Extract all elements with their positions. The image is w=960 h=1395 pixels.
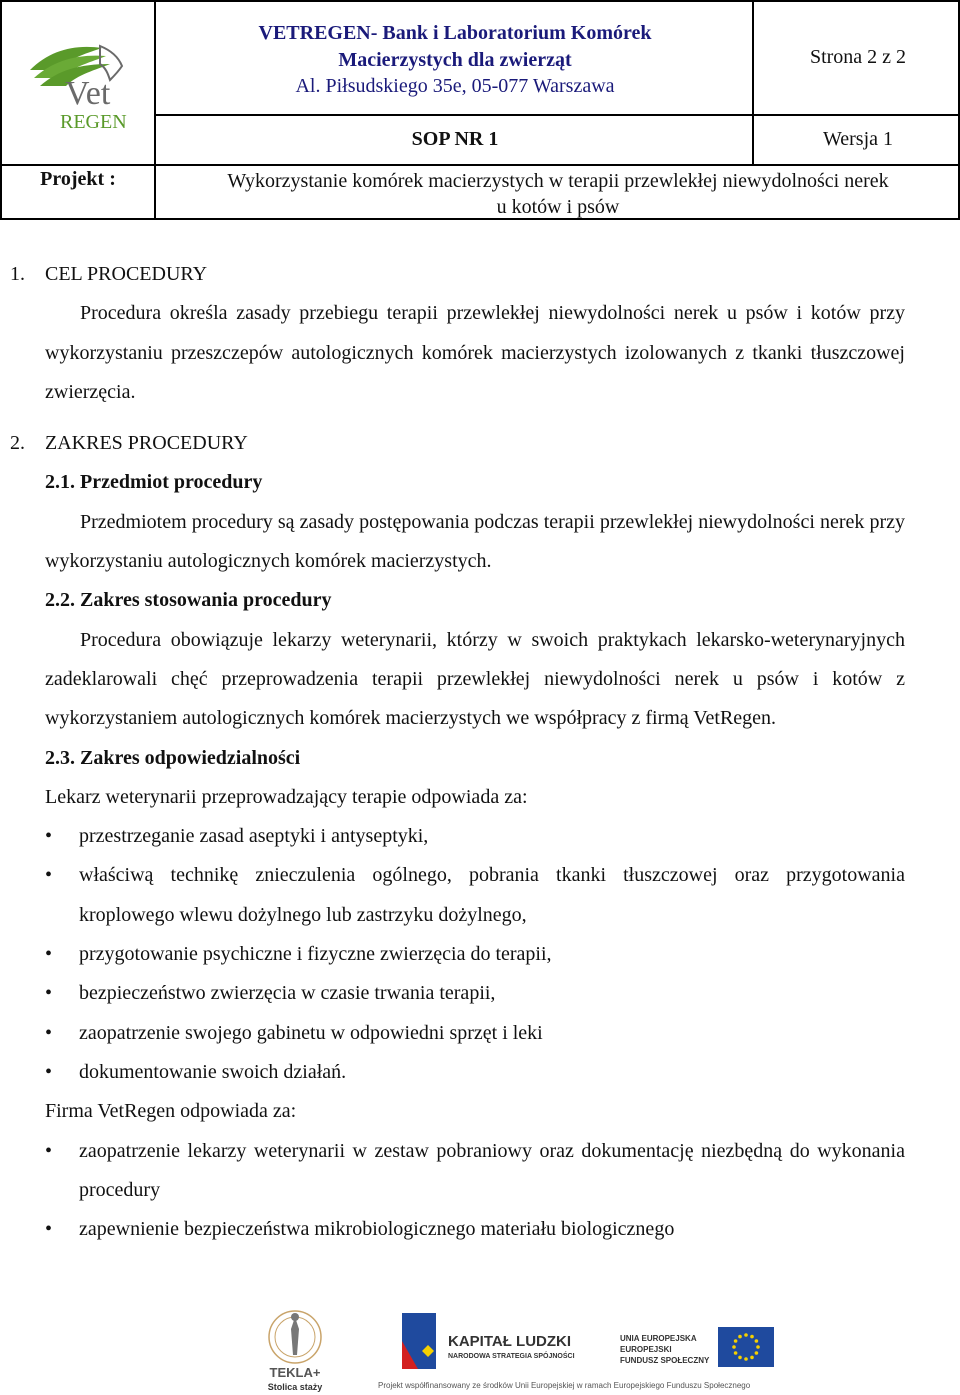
bullet-icon: • xyxy=(45,864,53,887)
funding-footer xyxy=(240,1305,800,1395)
funding-note: Projekt współfinansowany ze środków Unii Europejskiej w ramach Europejskiego Funduszu Społecznego xyxy=(378,1381,751,1390)
organization-name-line2: Macierzystych dla zwierząt xyxy=(338,49,572,71)
list-item xyxy=(45,1014,905,1053)
section-2-number: 2. xyxy=(10,432,25,455)
logo-text-vet: Vet xyxy=(65,75,111,112)
section-2-heading xyxy=(10,424,905,463)
firm-responsibilities-list xyxy=(45,1132,905,1250)
project-title-line1: Wykorzystanie komórek macierzystych w terapii przewlekłej niewydolności nerek xyxy=(227,170,889,192)
project-label: Projekt : xyxy=(40,168,116,190)
list-item-text: przygotowanie psychiczne i fizyczne zwierzęcia do terapii, xyxy=(79,943,552,966)
header-divider-project xyxy=(0,164,960,166)
kapital-ludzki-emblem xyxy=(398,1311,440,1371)
organization-name xyxy=(158,20,752,74)
section-1-title: CEL PROCEDURY xyxy=(45,263,208,285)
section-2-title: ZAKRES PROCEDURY xyxy=(45,432,248,455)
section-2-2-text: Procedura obowiązuje lekarzy weterynarii, którzy w swoich praktykach lekarsko-weterynaryjnych zadeklarowali chęć przeprowadzenia terapii przewlekłej niewydolności nerek u psów i kotów z wykorzystaniem autologicznych komórek macierzystych we współpracy z firmą VetRegen. xyxy=(45,628,905,730)
list-item-text: zapewnienie bezpieczeństwa mikrobiologicznego materiału biologicznego xyxy=(79,1218,675,1241)
list-item-text: właściwą technikę znieczulenia ogólnego, pobrania tkanki tłuszczowej oraz przygotowania kroplowego wlewu dożylnego lub zastrzyku dożylnego, xyxy=(79,864,905,926)
eu-flag-icon xyxy=(718,1327,774,1367)
bullet-icon: • xyxy=(45,1021,53,1044)
header-divider-middle xyxy=(154,114,960,116)
tekla-logo-text: TEKLA+ xyxy=(269,1365,321,1380)
list-item-text: zaopatrzenie swojego gabinetu w odpowiedni sprzęt i leki xyxy=(79,1021,543,1044)
list-item xyxy=(45,1053,905,1092)
list-item xyxy=(45,856,905,935)
eu-text xyxy=(620,1333,709,1366)
tekla-logo-subtitle: Stolica staży xyxy=(267,1382,323,1392)
bullet-icon: • xyxy=(45,825,53,848)
section-2-2-title: 2.2. Zakres stosowania procedury xyxy=(45,589,332,612)
list-item-text: przestrzeganie zasad aseptyki i antyseptyki, xyxy=(79,825,429,848)
vet-responsibilities-list xyxy=(45,817,905,1092)
document-header xyxy=(0,0,960,220)
list-item xyxy=(45,1210,905,1249)
eu-text-line2: EUROPEJSKI xyxy=(620,1345,672,1354)
header-divider-right xyxy=(752,0,754,166)
section-2-3-title: 2.3. Zakres odpowiedzialności xyxy=(45,746,301,769)
eu-text-line1: UNIA EUROPEJSKA xyxy=(620,1334,697,1343)
vet-responsibilities-intro: Lekarz weterynarii przeprowadzający terapie odpowiada za: xyxy=(45,785,528,808)
section-1-heading xyxy=(10,255,905,294)
firm-responsibilities-intro: Firma VetRegen odpowiada za: xyxy=(45,1100,297,1123)
section-2-1-title: 2.1. Przedmiot procedury xyxy=(45,471,263,494)
organization-address: Al. Piłsudskiego 35e, 05-077 Warszawa xyxy=(295,75,615,97)
bullet-icon: • xyxy=(45,943,53,966)
bullet-icon: • xyxy=(45,1060,53,1083)
list-item-text: bezpieczeństwo zwierzęcia w czasie trwania terapii, xyxy=(79,982,496,1005)
header-divider-logo xyxy=(154,0,156,220)
bullet-icon: • xyxy=(45,982,53,1005)
page-number: Strona 2 z 2 xyxy=(809,46,907,68)
organization-name-line1: VETREGEN- Bank i Laboratorium Komórek xyxy=(258,22,652,44)
list-item xyxy=(45,1132,905,1211)
list-item-text: dokumentowanie swoich działań. xyxy=(79,1060,347,1083)
logo-text-regen: REGEN xyxy=(60,111,127,133)
bullet-icon: • xyxy=(45,1139,53,1162)
vetregen-logo xyxy=(20,36,140,136)
eu-text-line3: FUNDUSZ SPOŁECZNY xyxy=(620,1356,710,1365)
project-title xyxy=(158,168,958,220)
document-body xyxy=(10,255,905,1249)
tekla-logo xyxy=(250,1307,340,1393)
list-item xyxy=(45,935,905,974)
list-item xyxy=(45,817,905,856)
kapital-ludzki-subtitle: NARODOWA STRATEGIA SPÓJNOŚCI xyxy=(448,1353,575,1360)
section-1-number: 1. xyxy=(10,263,25,285)
version-label: Wersja 1 xyxy=(822,128,894,150)
section-2-1-text: Przedmiotem procedury są zasady postępowania podczas terapii przewlekłej niewydolności nerek przy wykorzystaniu autologicznych komórek macierzystych. xyxy=(45,510,905,573)
list-item xyxy=(45,974,905,1013)
project-title-line2: u kotów i psów xyxy=(496,196,620,218)
bullet-icon: • xyxy=(45,1218,53,1241)
kapital-ludzki-title: KAPITAŁ LUDZKI xyxy=(448,1333,572,1350)
list-item-text: zaopatrzenie lekarzy weterynarii w zestaw pobraniowy oraz dokumentację niezbędną do wykonania procedury xyxy=(79,1139,905,1201)
sop-number: SOP NR 1 xyxy=(411,128,499,150)
header-border-top xyxy=(0,0,960,2)
section-1-text: Procedura określa zasady przebiegu terapii przewlekłej niewydolności nerek u psów i kotów przy wykorzystaniu przeszczepów autologicznych komórek macierzystych izolowanych z tkanki tłuszczowej zwierzęcia. xyxy=(45,302,905,403)
